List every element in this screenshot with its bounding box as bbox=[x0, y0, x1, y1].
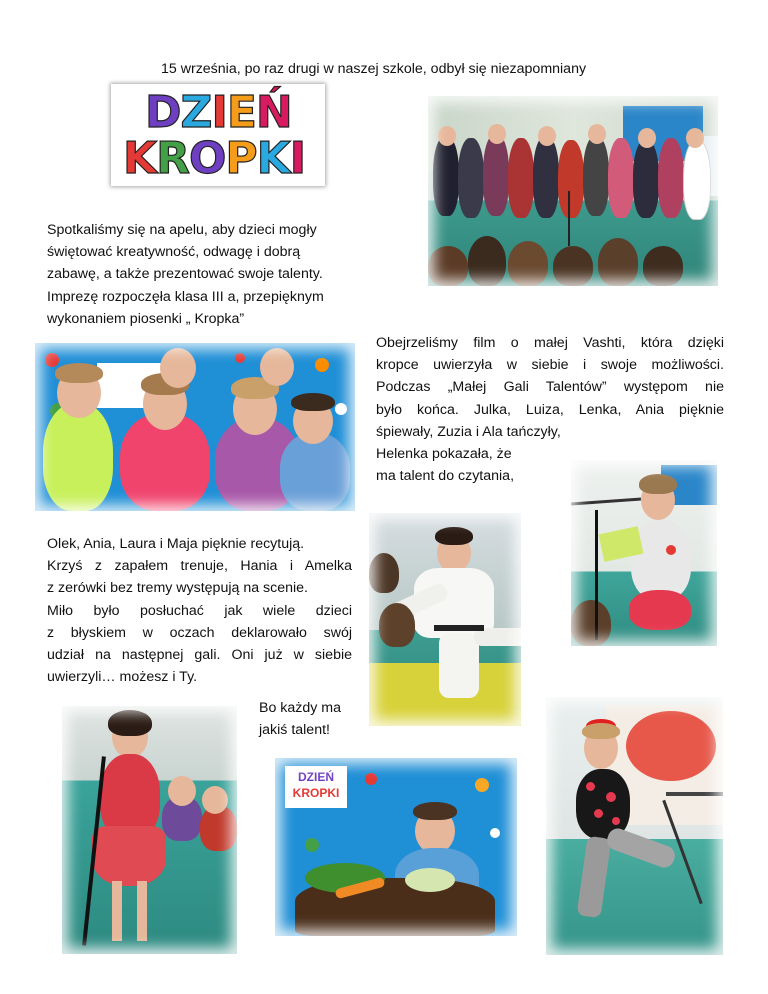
paragraph-apel bbox=[47, 219, 377, 330]
text-line: z zerówki bez tremy występują na scenie. bbox=[47, 580, 309, 597]
text-line: Imprezę rozpoczęła klasa III a, przepięknym bbox=[47, 288, 324, 305]
text-line: Miło było posłuchać jak wiele dzieci bbox=[47, 602, 352, 619]
logo-letter: R bbox=[156, 133, 189, 184]
text-line: wykonaniem piosenki „ Kropka” bbox=[47, 310, 245, 327]
text-line: Podczas „Małej Gali Talentów” występom nie bbox=[376, 379, 724, 396]
photo-kids-dot-wall bbox=[35, 343, 355, 511]
photo-boy-vegetables bbox=[275, 758, 517, 936]
text-line: kropce uwierzyła w siebie i swoje możliwości. bbox=[376, 357, 724, 374]
logo-line-2 bbox=[123, 133, 306, 184]
photo-logo-line-1: DZIEŃ bbox=[298, 770, 334, 784]
header-line: 15 września, po raz drugi w naszej szkole, odbył się niezapomniany bbox=[161, 61, 587, 77]
photo-girl-dancing bbox=[546, 697, 723, 955]
text-line: Bo każdy ma bbox=[259, 700, 342, 716]
photo-girl-singing bbox=[62, 706, 237, 954]
logo-letter: P bbox=[225, 133, 257, 184]
photo-choir bbox=[428, 96, 718, 286]
logo-letter: K bbox=[256, 133, 290, 184]
text-line: zabawę, a także prezentować swoje talenty. bbox=[47, 266, 323, 283]
logo-letter: E bbox=[226, 87, 256, 138]
logo-line-1 bbox=[145, 87, 292, 138]
photo-judo-boy bbox=[369, 513, 521, 726]
logo-letter: D bbox=[145, 87, 181, 138]
text-line: Spotkaliśmy się na apelu, aby dzieci mogły bbox=[47, 222, 317, 238]
text-line: jakiś talent! bbox=[259, 722, 330, 739]
text-line: było końca. Julka, Luiza, Lenka, Ania pięknie bbox=[376, 401, 724, 418]
logo-letter: I bbox=[211, 87, 227, 138]
text-line: Obejrzeliśmy film o małej Vashti, która dzięki bbox=[376, 335, 724, 351]
text-line: Krzyś z zapałem trenuje, Hania i Amelka bbox=[47, 558, 352, 575]
paragraph-gala bbox=[47, 533, 352, 688]
text-line: uwierzyli… możesz i Ty. bbox=[47, 669, 198, 686]
text-line: ma talent do czytania, bbox=[376, 468, 515, 485]
text-line: Helenka pokazała, że bbox=[376, 446, 512, 463]
text-line: z błyskiem w oczach deklarowało swój bbox=[47, 624, 352, 641]
dzien-kropki-logo bbox=[111, 84, 325, 186]
logo-letter: Z bbox=[180, 87, 212, 138]
logo-letter: O bbox=[189, 133, 226, 184]
closing-text bbox=[259, 697, 341, 741]
logo-letter: Ń bbox=[255, 87, 292, 138]
text-line: udział na następnej gali. Oni już w siebie bbox=[47, 647, 352, 664]
photo-girl-reading bbox=[571, 460, 717, 646]
text-line: śpiewały, Zuzia i Ala tańczyły, bbox=[376, 423, 561, 440]
photo-logo-line-2: KROPKI bbox=[292, 786, 340, 800]
text-line: Olek, Ania, Laura i Maja pięknie recytują. bbox=[47, 536, 305, 552]
logo-letter: I bbox=[289, 133, 306, 184]
logo-letter: K bbox=[123, 133, 157, 184]
text-line: świętować kreatywność, odwagę i dobrą bbox=[47, 244, 301, 261]
